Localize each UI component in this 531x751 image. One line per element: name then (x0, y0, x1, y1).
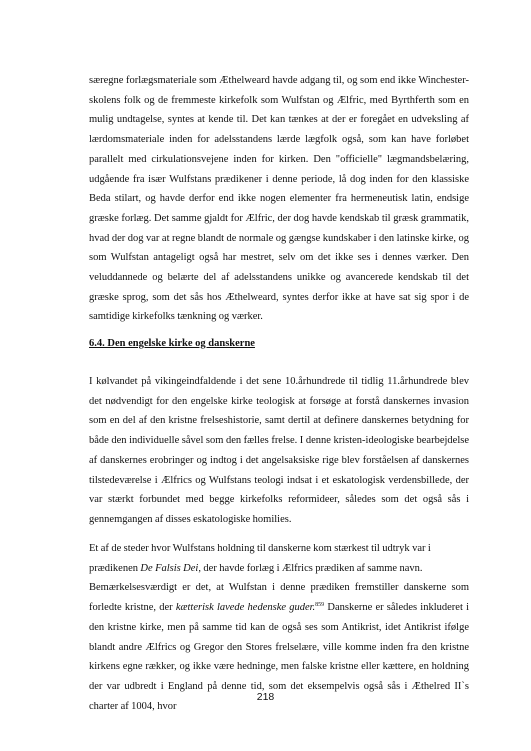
sermon-title: De Falsis Dei (140, 562, 199, 574)
paragraph-line (89, 559, 469, 579)
text-run: Bemærkelsesværdigt er det, at Wulfstan i denne prædiken fremstiller danskerne som forledte kristne, der (89, 582, 469, 614)
text-run: , der havde forlæg i Ælfrics prædiken af samme navn. (198, 562, 423, 574)
text-run: Danskerne er således inkluderet i den kristne kirke, men på samme tid kan de også ses som Antikrist, idet Antikrist ifølge blandt andre Ælfrics og Gregor den Stores frelselære, ville komme inden fra den kristne kirkens egne rækker, og ikke være hedninge, men falske kristne eller kættere, en holdning der var udbredt i England på denne tid, som det eksempelvis også sås i Æthelred II`s charter af 1004, hvor (89, 602, 469, 712)
paragraph-line: Et af de steder hvor Wulfstans holdning til danskerne kom stærkest til udtryk var i (89, 543, 431, 554)
paragraph-de-falsis-dei (89, 539, 469, 716)
page-number: 218 (256, 691, 275, 703)
paragraph-danish-invasion: I kølvandet på vikingeindfaldende i det sene 10.århundrede til tidlig 11.århundrede blev det nødvendigt for den engelske kirke teologisk at forsøge at forstå danskernes invasion som en del af den kristne frelseshistorie, samt dertil at definere danskernes betydning for både den individuelle såvel som den fælles frelse. I denne kristen-ideologiske bearbejdelse af danskernes erobringer og indtog i det angelsaksiske rige blev forståelsen af danskernes tilstedeværelse i Ælfrics og Wulfstans teologi indsat i et eskatologisk verdensbillede, der var stærkt forbundet med begge kirkefolks reformideer, således som det også sås i gennemgangen af disses eskatologiske homilies. (89, 376, 469, 525)
text-run: prædikenen (89, 562, 141, 574)
quotation: kætterisk lavede hedenske guder. (175, 602, 316, 614)
section-heading: 6.4. Den engelske kirke og danskerne (89, 338, 255, 349)
paragraph-aethelweard: særegne forlægsmateriale som Æthelweard havde adgang til, og som end ikke Winchester-skolens folk og de fremmeste kirkefolk som Wulfstan og Ælfric, med Byrthferth som en mulig undtagelse, syntes at kende til. Det kan tænkes at der er foregået en udveksling af lærdomsmateriale inden for adelsstandens lærde lægfolk også, som kan have forløbet parallelt med cirkulationsvejene inden for kirken. Den "officielle" lægmandsbelæring, udgående fra især Wulfstans prædikener i denne periode, lå dog inden for den klassiske Beda stilart, og havde derfor end ikke nogen elementer fra hermeneutisk latin, endsige græske forlæg. Det samme gjaldt for Ælfric, der dog havde kendskab til græsk grammatik, hvad der dog var at regne blandt de normale og gængse kundskaber i den latinske kirke, og som Wulfstan antageligt også har mestret, selv om det ikke ses i dennes værker. Den veluddannede og belærte del af adelsstandens unikke og avancerede kendskab til det græske sprog, som det sås hos Æthelweard, syntes derfor ikke at have sat sig spor i de samtidige kirkefolks tænkning og værker. (89, 75, 469, 323)
footnote-marker[interactable]: 859 (315, 602, 325, 609)
